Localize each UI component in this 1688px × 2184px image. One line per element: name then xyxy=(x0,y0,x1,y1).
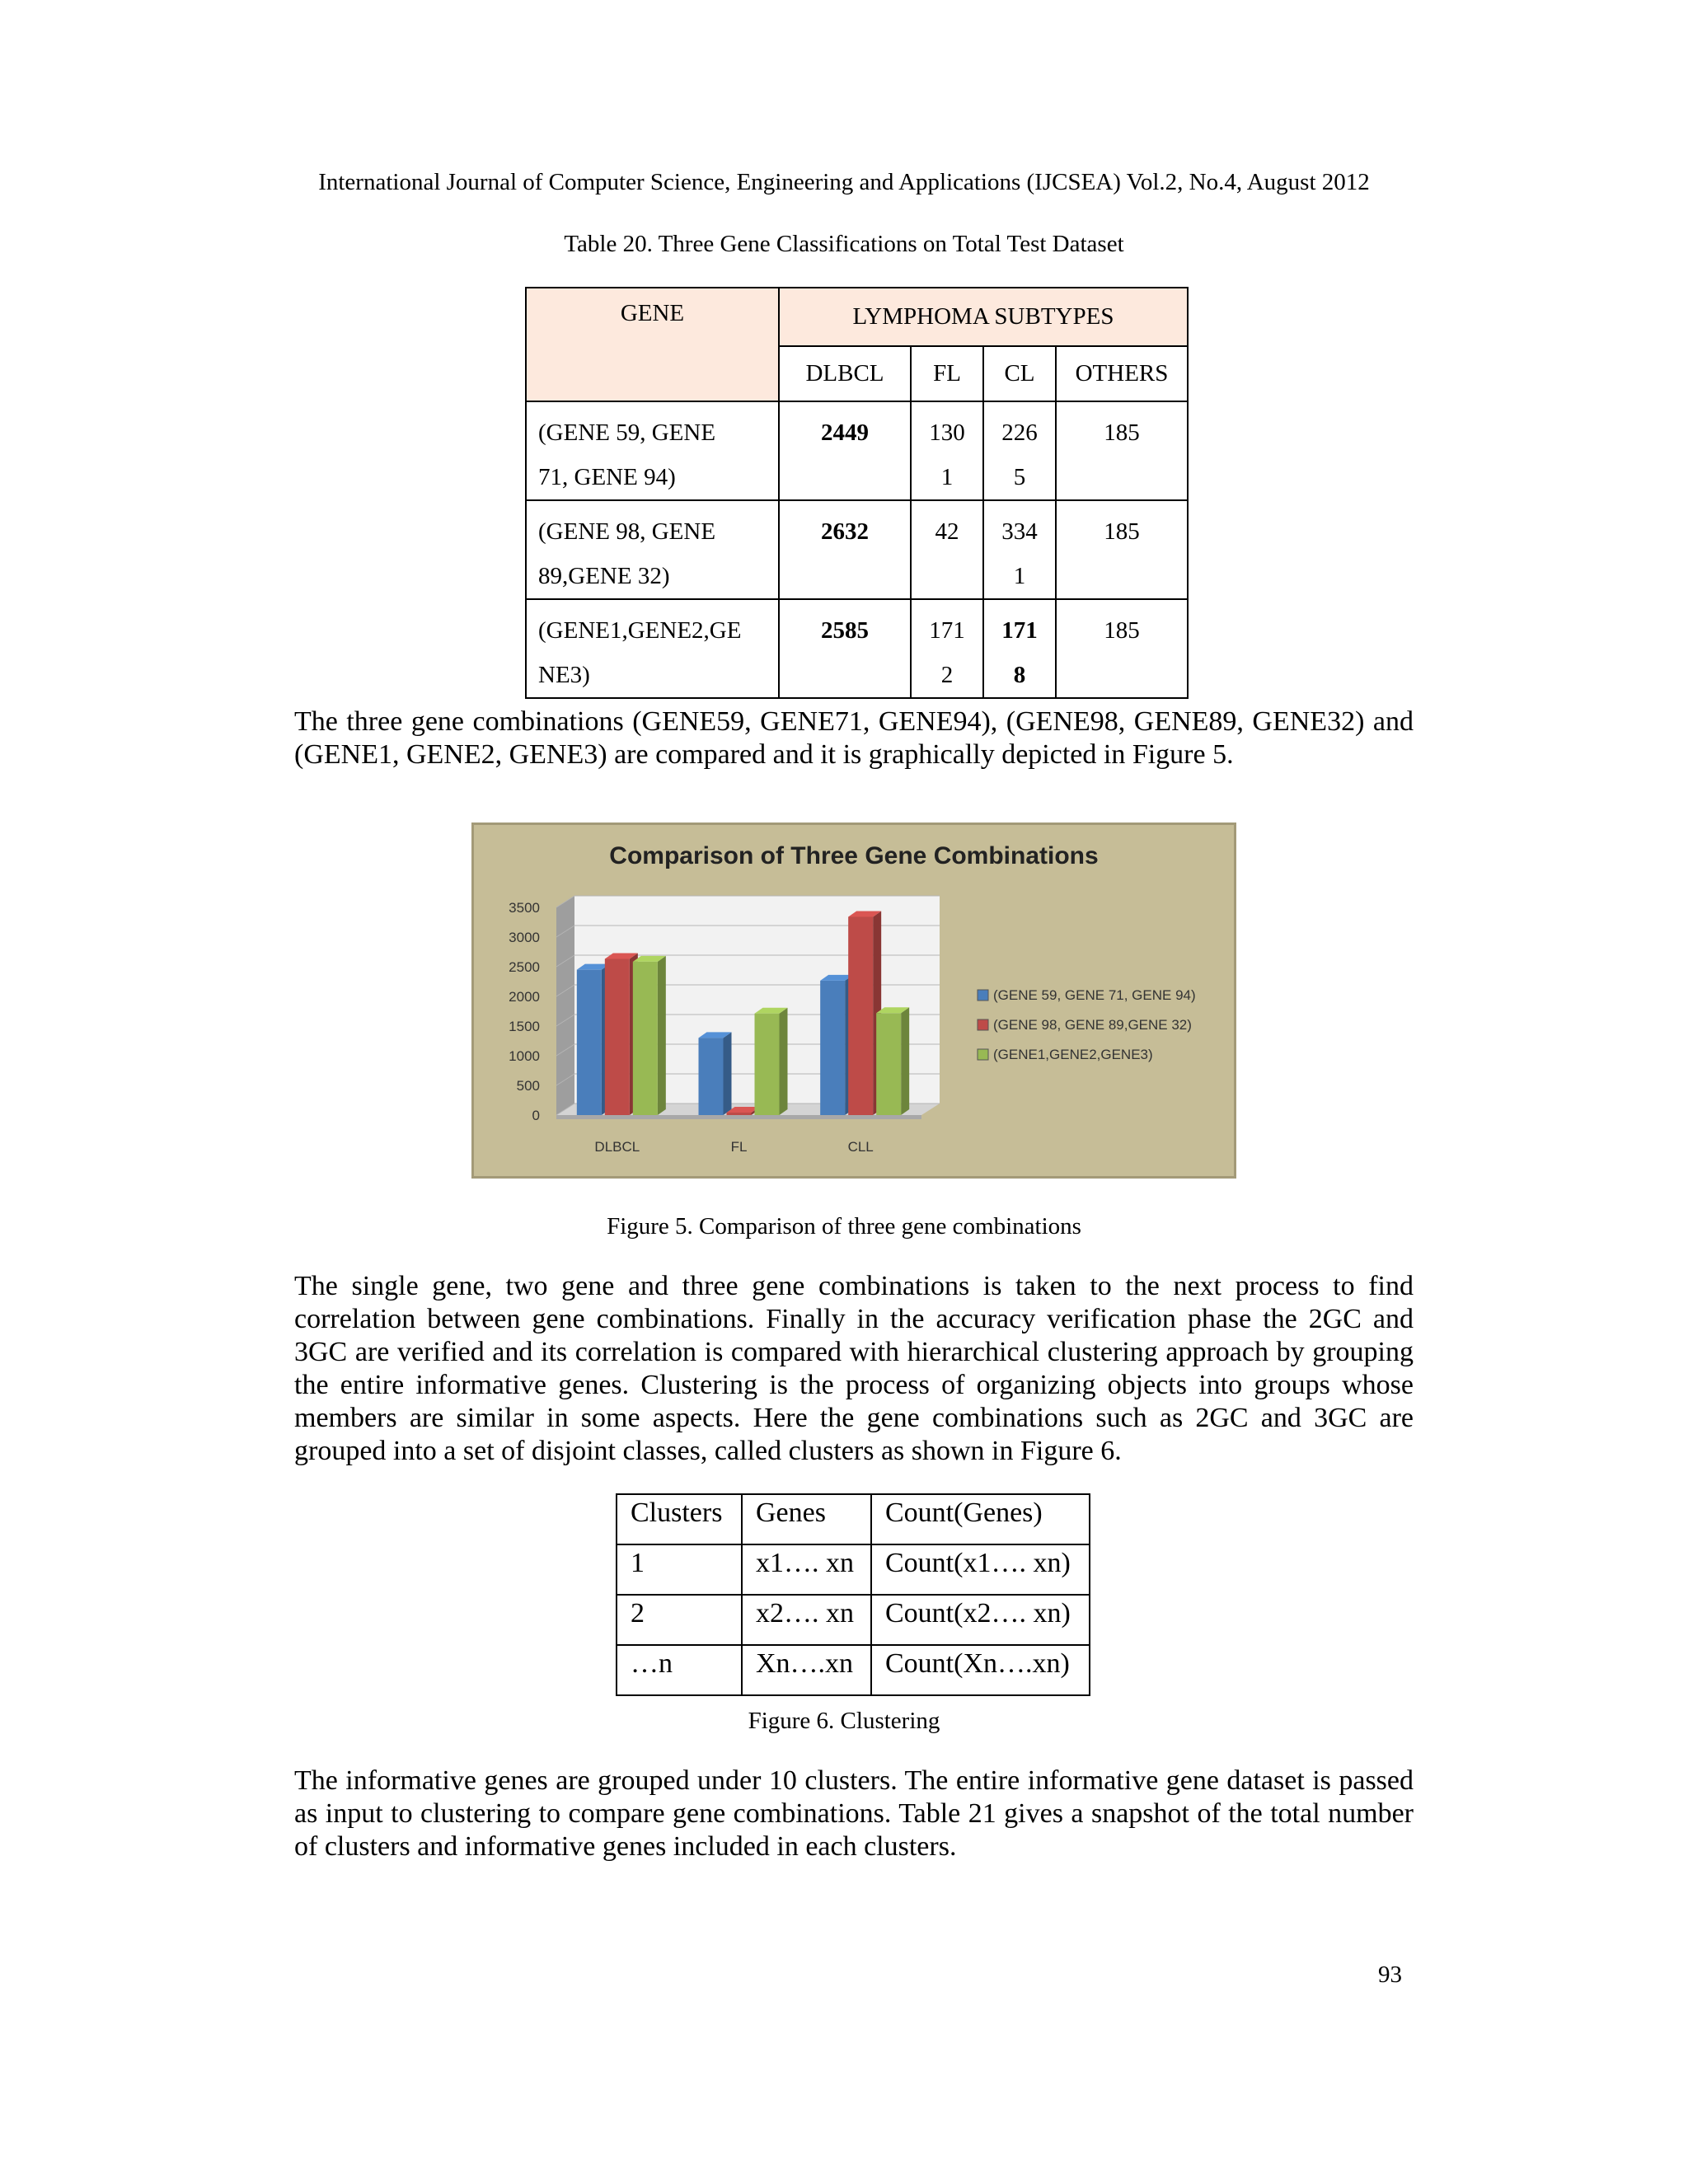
bar-side xyxy=(658,956,666,1115)
cl-cell: 171 8 xyxy=(983,599,1056,698)
dlbcl-cell: 2449 xyxy=(779,401,911,500)
table-header-row xyxy=(617,1494,1090,1544)
table-20 xyxy=(525,287,1189,699)
table-row xyxy=(526,500,1188,599)
chart-floor-edge xyxy=(556,1115,921,1119)
genes-cell: x2…. xn xyxy=(742,1595,871,1645)
dlbcl-cell: 2632 xyxy=(779,500,911,599)
genes-cell: Xn….xn xyxy=(742,1645,871,1695)
y-tick-label: 1000 xyxy=(509,1048,540,1064)
x-tick-label: DLBCL xyxy=(594,1139,640,1155)
chart-side-wall xyxy=(556,896,574,1115)
table-row xyxy=(617,1645,1090,1695)
bar xyxy=(605,958,630,1115)
figure-6-table xyxy=(616,1493,1090,1696)
fl-cell: 130 1 xyxy=(911,401,983,500)
table-row xyxy=(526,401,1188,500)
page-number: 93 xyxy=(1378,1961,1402,1988)
bar xyxy=(699,1038,724,1115)
others-cell: 185 xyxy=(1056,401,1188,500)
y-tick-label: 1500 xyxy=(509,1019,540,1034)
header-clusters: Clusters xyxy=(617,1494,742,1544)
legend-label: (GENE1,GENE2,GENE3) xyxy=(993,1047,1153,1062)
count-cell: Count(x1…. xn) xyxy=(871,1544,1090,1595)
fl-cell: 171 2 xyxy=(911,599,983,698)
legend-swatch xyxy=(978,1019,988,1030)
legend-label: (GENE 59, GENE 71, GENE 94) xyxy=(993,987,1196,1003)
table-row xyxy=(526,599,1188,698)
genes-cell: x1…. xn xyxy=(742,1544,871,1595)
count-cell: Count(Xn….xn) xyxy=(871,1645,1090,1695)
figure-5-chart xyxy=(471,823,1236,1179)
cl-cell: 334 1 xyxy=(983,500,1056,599)
legend-label: (GENE 98, GENE 89,GENE 32) xyxy=(993,1017,1192,1033)
bar xyxy=(848,916,873,1115)
figure-6-caption: Figure 6. Clustering xyxy=(748,1708,940,1734)
figure-5-caption: Figure 5. Comparison of three gene combinations xyxy=(607,1213,1081,1240)
gene-cell: (GENE 98, GENE 89,GENE 32) xyxy=(526,500,779,599)
legend-swatch xyxy=(978,1049,988,1060)
header-count-genes: Count(Genes) xyxy=(871,1494,1090,1544)
bar xyxy=(876,1013,901,1115)
others-cell: 185 xyxy=(1056,500,1188,599)
y-tick-label: 0 xyxy=(532,1108,540,1123)
gene-cell: (GENE1,GENE2,GE NE3) xyxy=(526,599,779,698)
others-cell: 185 xyxy=(1056,599,1188,698)
x-tick-label: CLL xyxy=(847,1139,874,1155)
table-20-caption: Table 20. Three Gene Classifications on Total Test Dataset xyxy=(564,231,1124,257)
header-lymphoma-subtypes: LYMPHOMA SUBTYPES xyxy=(779,288,1188,346)
paragraph-2: The single gene, two gene and three gene combinations is taken to the next process to find correlation between gene combinations. Finally in the accuracy verification phase the 2GC and 3GC are verified and its correlation is compared with hierarchical clustering approach by grouping the entire informative genes. Clustering is the process of organizing objects into groups whose members are similar in some aspects. Here the gene combinations such as 2GC and 3GC are grouped into a set of disjoint classes, called clusters as shown in Figure 6. xyxy=(294,1271,1414,1466)
subheader-others: OTHERS xyxy=(1056,346,1188,401)
bar-side xyxy=(724,1032,732,1115)
bar-side xyxy=(780,1008,788,1115)
chart-title: Comparison of Three Gene Combinations xyxy=(609,842,1099,869)
cl-cell: 226 5 xyxy=(983,401,1056,500)
count-cell: Count(x2…. xn) xyxy=(871,1595,1090,1645)
paragraph-1: The three gene combinations (GENE59, GENE71, GENE94), (GENE98, GENE89, GENE32) and (GENE1, GENE2, GENE3) are compared and it is graphically depicted in Figure 5. xyxy=(294,706,1414,770)
bar xyxy=(727,1113,752,1115)
bar-chart xyxy=(474,825,1234,1176)
legend-swatch xyxy=(978,990,988,1001)
subheader-cl: CL xyxy=(983,346,1056,401)
y-tick-label: 3000 xyxy=(509,930,540,945)
fl-cell: 42 xyxy=(911,500,983,599)
subheader-fl: FL xyxy=(911,346,983,401)
dlbcl-cell: 2585 xyxy=(779,599,911,698)
header-gene: GENE xyxy=(526,288,779,401)
bar xyxy=(820,981,845,1115)
cluster-cell: 1 xyxy=(617,1544,742,1595)
y-tick-label: 500 xyxy=(516,1078,540,1094)
y-tick-label: 2000 xyxy=(509,989,540,1005)
x-tick-label: FL xyxy=(730,1139,748,1155)
cluster-cell: …n xyxy=(617,1645,742,1695)
bar xyxy=(633,962,658,1115)
table-row xyxy=(617,1544,1090,1595)
subheader-dlbcl: DLBCL xyxy=(779,346,911,401)
running-head: International Journal of Computer Science, Engineering and Applications (IJCSEA) Vol.2, No.4, August 2012 xyxy=(318,169,1370,195)
bar-side xyxy=(901,1007,909,1115)
y-tick-label: 2500 xyxy=(509,959,540,975)
cluster-cell: 2 xyxy=(617,1595,742,1645)
paragraph-3: The informative genes are grouped under 10 clusters. The entire informative gene dataset is passed as input to clustering to compare gene combinations. Table 21 gives a snapshot of the total number of clusters and informative genes included in each clusters. xyxy=(294,1765,1414,1862)
bar xyxy=(755,1014,780,1115)
header-genes: Genes xyxy=(742,1494,871,1544)
table-row xyxy=(617,1595,1090,1645)
bar xyxy=(577,970,602,1115)
gene-cell: (GENE 59, GENE 71, GENE 94) xyxy=(526,401,779,500)
y-tick-label: 3500 xyxy=(509,900,540,916)
